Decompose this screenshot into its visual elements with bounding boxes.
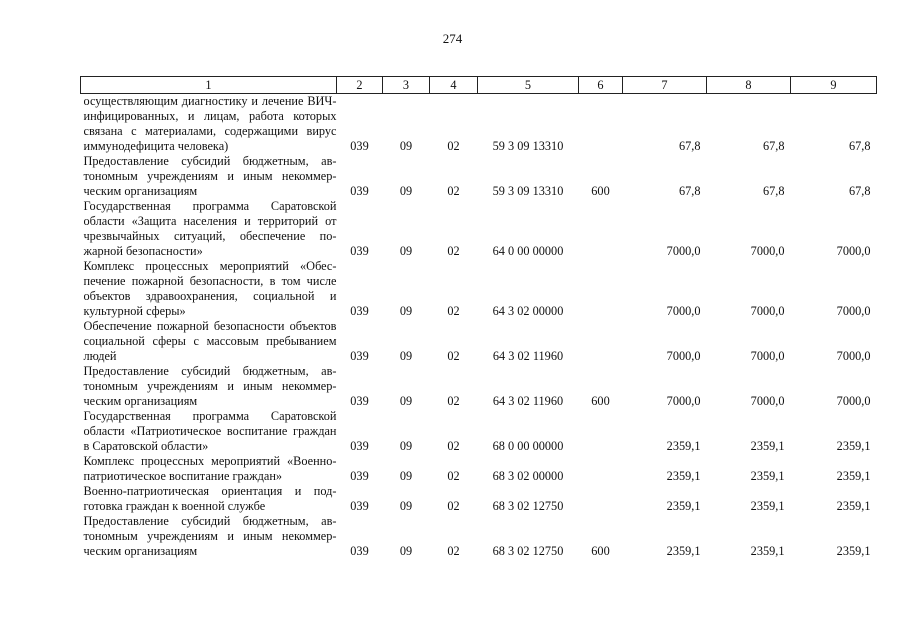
subsection-code-cell: 02: [447, 139, 460, 153]
amount-col-7-cell: 67,8: [678, 139, 701, 153]
expense-type-cell: [579, 409, 623, 454]
header-col-4: 4: [430, 77, 478, 94]
expense-type-cell: [579, 484, 623, 514]
table-row: [81, 94, 877, 155]
amount-col-8-cell: 7000,0: [750, 349, 785, 363]
section-code-cell: 09: [399, 499, 413, 513]
target-article-cell: 59 3 09 13310: [492, 139, 564, 153]
subsection-code-cell: 02: [447, 544, 460, 558]
amount-col-8-cell: 7000,0: [750, 394, 785, 408]
amount-col-7-cell: 2359,1: [666, 439, 701, 453]
amount-col-8-cell: 7000,0: [750, 304, 785, 318]
amount-col-9-cell: 67,8: [848, 139, 871, 153]
expense-type-cell: [579, 319, 623, 364]
section-code-cell: 09: [399, 184, 413, 198]
ministry-code-cell: 039: [350, 439, 369, 453]
row-name-cell: Комплекс процессных мероприятий «Обеспечение пожарной безопасности, в том числе объектов здравоохранения, социальной и культурной сферы»: [83, 259, 337, 318]
page-number: 274: [442, 31, 463, 46]
subsection-code-cell: 02: [447, 439, 460, 453]
row-name-cell: Предоставление субсидий бюджетным, автономным учреждениям и иным некоммерческим организациям: [83, 514, 337, 558]
amount-col-8-cell: 67,8: [762, 139, 785, 153]
section-code-cell: 09: [399, 469, 413, 483]
amount-col-8-cell: 2359,1: [750, 499, 785, 513]
header-col-8: 8: [707, 77, 791, 94]
header-col-1: 1: [81, 77, 337, 94]
subsection-code-cell: 02: [447, 244, 460, 258]
amount-col-7-cell: 7000,0: [666, 349, 701, 363]
header-col-7: 7: [623, 77, 707, 94]
amount-col-7-cell: 2359,1: [666, 544, 701, 558]
amount-col-9-cell: 2359,1: [836, 544, 871, 558]
row-name-cell: Военно-патриотическая ориентация и подготовка граждан к военной службе: [83, 484, 337, 513]
header-row: [81, 77, 877, 94]
amount-col-9-cell: 2359,1: [836, 469, 871, 483]
amount-col-9-cell: 7000,0: [836, 244, 871, 258]
section-code-cell: 09: [399, 439, 413, 453]
expense-type-cell: [579, 199, 623, 259]
expense-type-cell: [579, 259, 623, 319]
amount-col-9-cell: 67,8: [848, 184, 871, 198]
expense-type-cell: 600: [591, 394, 610, 408]
amount-col-7-cell: 7000,0: [666, 244, 701, 258]
amount-col-7-cell: 7000,0: [666, 304, 701, 318]
target-article-cell: 68 0 00 00000: [492, 439, 564, 453]
target-article-cell: 64 3 02 00000: [492, 304, 564, 318]
table-body: [81, 94, 877, 560]
row-name-cell: Государственная программа Саратовской области «Патриотическое воспитание граждан в Саратовской области»: [83, 409, 337, 453]
expense-type-cell: [579, 94, 623, 155]
target-article-cell: 59 3 09 13310: [492, 184, 564, 198]
subsection-code-cell: 02: [447, 499, 460, 513]
subsection-code-cell: 02: [447, 184, 460, 198]
header-col-6: 6: [579, 77, 623, 94]
amount-col-9-cell: 7000,0: [836, 349, 871, 363]
section-code-cell: 09: [399, 139, 413, 153]
amount-col-7-cell: 7000,0: [666, 394, 701, 408]
table-row: [81, 364, 877, 409]
row-name-cell: Обеспечение пожарной безопасности объектов социальной сферы с массовым пребыванием людей: [83, 319, 337, 363]
target-article-cell: 68 3 02 12750: [492, 499, 564, 513]
target-article-cell: 64 3 02 11960: [492, 394, 564, 408]
row-name-cell: Комплекс процессных мероприятий «Военно-патриотическое воспитание граждан»: [83, 454, 337, 483]
section-code-cell: 09: [399, 394, 413, 408]
ministry-code-cell: 039: [350, 184, 369, 198]
target-article-cell: 64 0 00 00000: [492, 244, 564, 258]
amount-col-8-cell: 67,8: [762, 184, 785, 198]
table-row: [81, 454, 877, 484]
amount-col-8-cell: 2359,1: [750, 469, 785, 483]
amount-col-8-cell: 2359,1: [750, 544, 785, 558]
subsection-code-cell: 02: [447, 469, 460, 483]
section-code-cell: 09: [399, 349, 413, 363]
amount-col-7-cell: 2359,1: [666, 499, 701, 513]
subsection-code-cell: 02: [447, 304, 460, 318]
ministry-code-cell: 039: [350, 544, 369, 558]
ministry-code-cell: 039: [350, 394, 369, 408]
expense-type-cell: 600: [591, 184, 610, 198]
section-code-cell: 09: [399, 544, 413, 558]
table-row: [81, 484, 877, 514]
amount-col-9-cell: 7000,0: [836, 304, 871, 318]
amount-col-7-cell: 67,8: [678, 184, 701, 198]
ministry-code-cell: 039: [350, 349, 369, 363]
target-article-cell: 64 3 02 11960: [492, 349, 564, 363]
section-code-cell: 09: [399, 304, 413, 318]
row-name-cell: осуществляющим диагностику и лечение ВИЧ-инфицированных, и лицам, работа которых связана с материалами, содержащими вирус иммунодефицита человека): [83, 94, 337, 153]
target-article-cell: 68 3 02 00000: [492, 469, 564, 483]
table-row: [81, 199, 877, 259]
table-header: [81, 77, 877, 94]
row-name-cell: Предоставление субсидий бюджетным, автономным учреждениям и иным некоммерческим организациям: [83, 364, 337, 408]
header-col-3: 3: [383, 77, 430, 94]
row-name-cell: Предоставление субсидий бюджетным, автономным учреждениям и иным некоммерческим организациям: [83, 154, 337, 198]
table-row: [81, 154, 877, 199]
amount-col-8-cell: 2359,1: [750, 439, 785, 453]
ministry-code-cell: 039: [350, 244, 369, 258]
budget-table: [80, 76, 877, 559]
subsection-code-cell: 02: [447, 349, 460, 363]
header-col-9: 9: [791, 77, 877, 94]
expense-type-cell: 600: [591, 544, 610, 558]
table-row: [81, 514, 877, 559]
ministry-code-cell: 039: [350, 469, 369, 483]
ministry-code-cell: 039: [350, 304, 369, 318]
row-name-cell: Государственная программа Саратовской области «Защита населения и территорий от чрезвычайных ситуаций, обеспечение пожарной безопасности»: [83, 199, 337, 258]
ministry-code-cell: 039: [350, 499, 369, 513]
amount-col-9-cell: 2359,1: [836, 439, 871, 453]
header-col-2: 2: [337, 77, 383, 94]
target-article-cell: 68 3 02 12750: [492, 544, 564, 558]
ministry-code-cell: 039: [350, 139, 369, 153]
table-row: [81, 319, 877, 364]
amount-col-9-cell: 2359,1: [836, 499, 871, 513]
amount-col-9-cell: 7000,0: [836, 394, 871, 408]
header-col-5: 5: [478, 77, 579, 94]
amount-col-7-cell: 2359,1: [666, 469, 701, 483]
table-row: [81, 259, 877, 319]
table-row: [81, 409, 877, 454]
amount-col-8-cell: 7000,0: [750, 244, 785, 258]
expense-type-cell: [579, 454, 623, 484]
subsection-code-cell: 02: [447, 394, 460, 408]
section-code-cell: 09: [399, 244, 413, 258]
